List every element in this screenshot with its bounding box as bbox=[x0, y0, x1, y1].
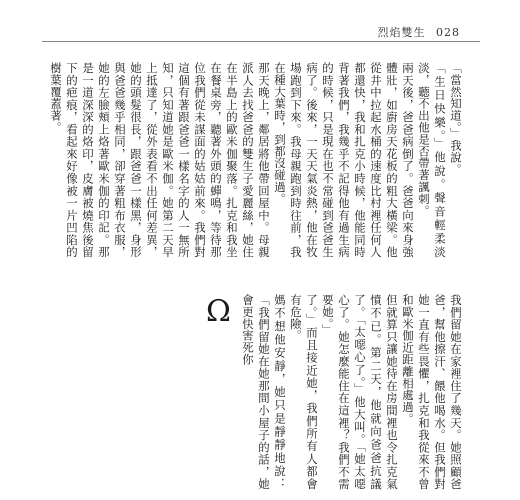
paragraph: 兩天後，爸爸病倒了。爸爸向來身強體壯，如廚房天花板的粗大橫梁。他從井中拉起水桶的速度比村裡任何人都還快，我和扎克小時候，他能同時背著我們，我幾乎不記得他有過生病的時候，只是現在也不常碰到爸爸生病了。後來，一天天氣炎熱，他在牧場跑到下來。我母親跑到時往前，我在種大葉時，到都沒碰過。 bbox=[273, 62, 415, 258]
header-divider bbox=[42, 41, 480, 42]
paragraph: 「生日快樂。」他說。聲音輕柔淡淡，聽不出他是否帶著諷刺。 bbox=[417, 62, 447, 258]
paragraph: 但就算只讓她待在房間裡也令扎克氣憤不已。第二天，他就向爸爸抗議了。「太噁心了。」他大叫。「她太噁心了。她怎麼能住在這裡？我們不需要她。」 bbox=[321, 294, 399, 490]
omega-ornament: Ω bbox=[206, 294, 231, 329]
paragraph: 「當然知道。」我說。 bbox=[449, 62, 463, 176]
paragraph: 了。」而且接近她，我們所有人都會有危險。 bbox=[289, 294, 319, 490]
top-text-section bbox=[49, 62, 464, 258]
paragraph: 那天晚上，鄰居將他帶回屋中。母親派人去找爸爸的雙生子愛麗絲，她住在半島上的歐米伽聚落。扎克和我坐在餐桌旁，聽著外頭的蟬鳴，等待那位我們從未謀面的姑姑前來。我們對這個有著跟爸爸一樣名字的人一無所知，只知道她是歐米伽。她第二天早上抵達了，從外表看不出任何差異，她的頭髮很長，跟爸爸一樣黑，身形與爸爸幾乎相同，卻穿著粗布衣服，她的左臉頰上烙著歐米伽的印記。那是一道深深的烙印，皮膚被燒焦後留下的疤痕，看起來好像被一片凹陷的樹葉覆蓋著。 bbox=[49, 62, 271, 258]
paragraph: 媽不想他安靜，她只是靜靜地說：「我們留她在她那間小屋子的話，她會更快害死你 bbox=[241, 294, 287, 490]
running-header bbox=[378, 24, 461, 40]
book-title: 烈焰雙生 bbox=[377, 26, 426, 39]
page-number: 028 bbox=[436, 26, 460, 39]
bottom-text-section bbox=[134, 294, 464, 490]
paragraph: 我們留她在家裡住了幾天。她照顧爸爸，幫他擦汗、餵他喝水。但我們對她一直有些畏懼，扎克和我從來不曾和歐米伽近距離相處過。 bbox=[401, 294, 463, 490]
